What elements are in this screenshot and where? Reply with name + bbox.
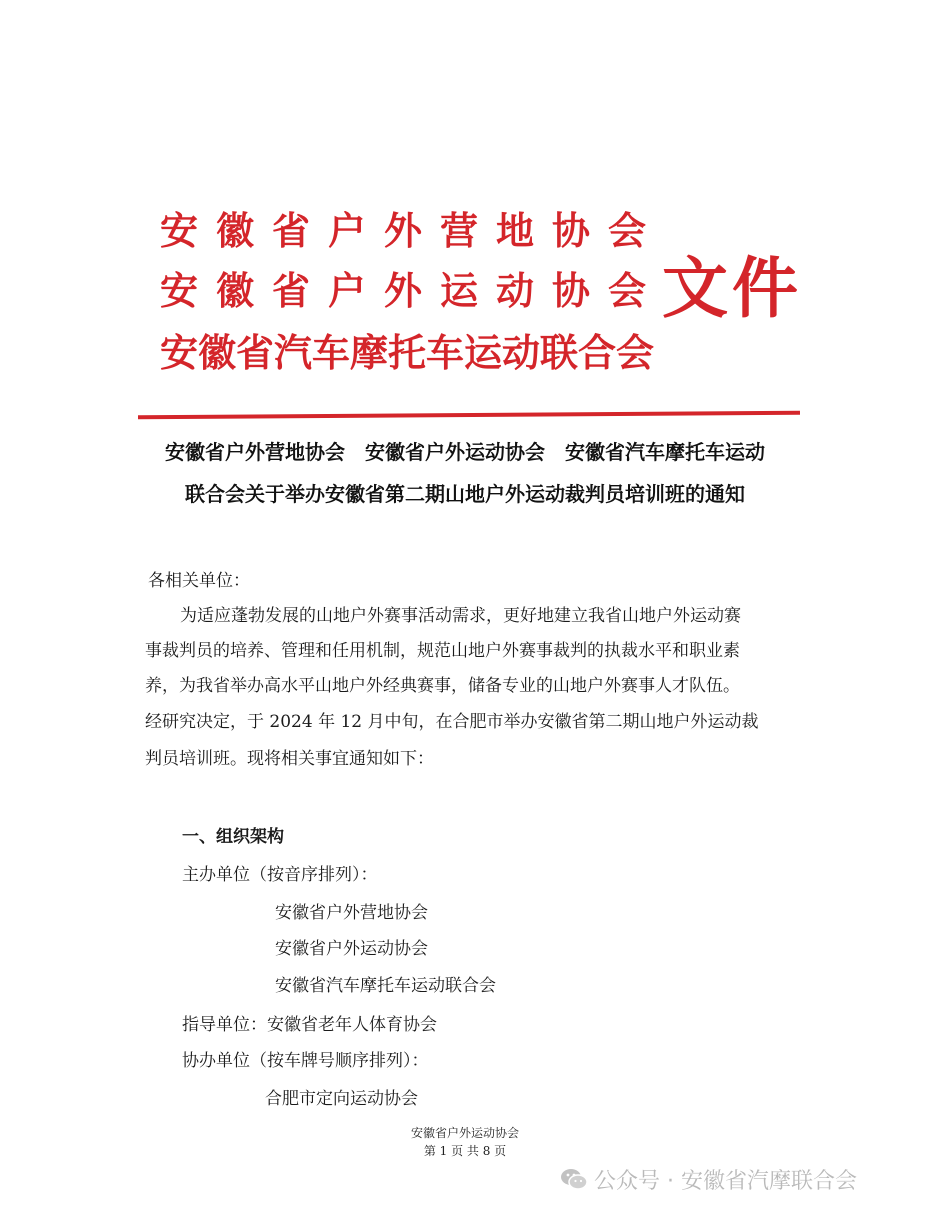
section-heading-org-structure: 一、组织架构 <box>182 827 284 847</box>
header-org-1: 安徽省户外营地协会 <box>160 208 665 253</box>
notice-title-line-2: 联合会关于举办安徽省第二期山地户外运动裁判员培训班的通知 <box>185 482 745 506</box>
salutation: 各相关单位： <box>148 571 250 591</box>
body-line: 判员培训班。现将相关事宜通知如下： <box>145 749 434 769</box>
co-organizer: 合肥市定向运动协会 <box>265 1089 418 1109</box>
host-org: 安徽省户外运动协会 <box>275 939 428 959</box>
guide-unit: 指导单位：安徽省老年人体育协会 <box>182 1015 437 1035</box>
body-line: 养，为我省举办高水平山地户外经典赛事，储备专业的山地户外赛事人才队伍。 <box>145 676 740 696</box>
watermark <box>560 1164 857 1194</box>
host-label: 主办单位（按音序排列）： <box>182 865 378 885</box>
body-line: 为适应蓬勃发展的山地户外赛事活动需求，更好地建立我省山地户外运动赛 <box>180 606 741 626</box>
footer-org: 安徽省户外运动协会 <box>410 1126 519 1140</box>
header-doc-type: 文件 <box>662 249 802 327</box>
header-org-3: 安徽省汽车摩托车运动联合会 <box>160 330 655 375</box>
body-line: 经研究决定，于 2024 年 12 月中旬，在合肥市举办安徽省第二期山地户外运动裁 <box>145 712 759 732</box>
header-org-2: 安徽省户外运动协会 <box>160 268 665 313</box>
wechat-icon <box>560 1167 588 1191</box>
co-organizer-label: 协办单位（按车牌号顺序排列）： <box>182 1051 429 1071</box>
body-line: 事裁判员的培养、管理和任用机制，规范山地户外赛事裁判的执裁水平和职业素 <box>145 641 740 661</box>
host-org: 安徽省户外营地协会 <box>275 903 428 923</box>
notice-title-line-1: 安徽省户外营地协会 安徽省户外运动协会 安徽省汽车摩托车运动 <box>165 440 765 464</box>
host-org: 安徽省汽车摩托车运动联合会 <box>275 976 496 996</box>
watermark-text: 公众号 · 安徽省汽摩联合会 <box>594 1168 857 1194</box>
header-red-rule <box>138 411 800 420</box>
footer-page-number: 第 1 页 共 8 页 <box>423 1144 507 1158</box>
